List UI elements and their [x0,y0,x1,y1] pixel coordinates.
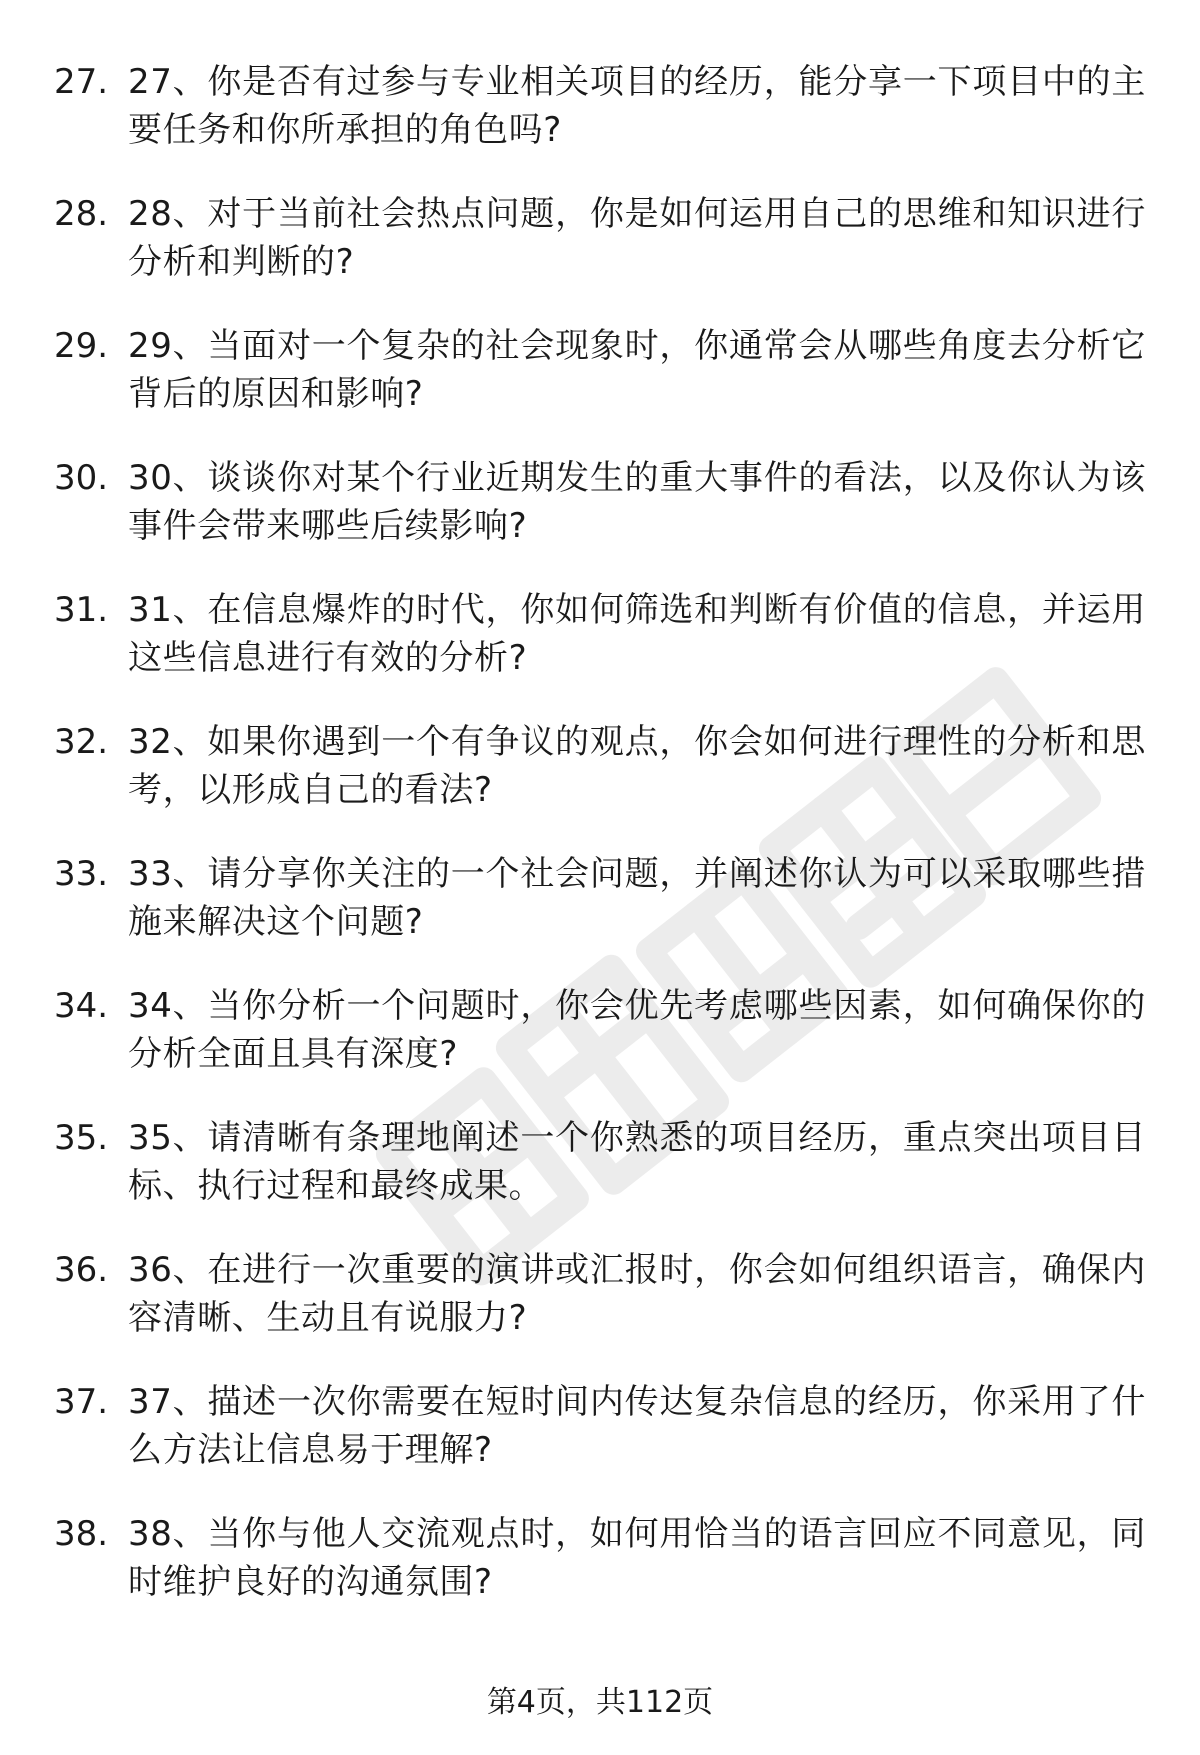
page-number: 第4页，共112页 [486,1685,714,1720]
list-item [0,1246,1200,1378]
question-number: 38. [54,1514,109,1554]
question-text: 38、当你与他人交流观点时，如何用恰当的语言回应不同意见，同时维护良好的沟通氛围? [128,1514,1146,1602]
question-text: 31、在信息爆炸的时代，你如何筛选和判断有价值的信息，并运用这些信息进行有效的分析? [128,590,1146,678]
question-text: 33、请分享你关注的一个社会问题，并阐述你认为可以采取哪些措施来解决这个问题? [128,854,1146,942]
question-text: 29、当面对一个复杂的社会现象时，你通常会从哪些角度去分析它背后的原因和影响? [128,326,1146,414]
list-item [0,1378,1200,1510]
list-item [0,982,1200,1114]
list-item [0,190,1200,322]
question-number: 29. [54,326,109,366]
list-item [0,1510,1200,1642]
list-item [0,1114,1200,1246]
list-item [0,454,1200,586]
question-number: 28. [54,194,109,234]
question-list [0,58,1200,1642]
list-item [0,586,1200,718]
question-number: 27. [54,62,109,102]
question-text: 35、请清晰有条理地阐述一个你熟悉的项目经历，重点突出项目目标、执行过程和最终成果。 [128,1118,1146,1206]
question-text: 36、在进行一次重要的演讲或汇报时，你会如何组织语言，确保内容清晰、生动且有说服力? [128,1250,1146,1338]
list-item [0,718,1200,850]
question-number: 32. [54,722,109,762]
list-item [0,850,1200,982]
question-number: 36. [54,1250,109,1290]
question-text: 27、你是否有过参与专业相关项目的经历，能分享一下项目中的主要任务和你所承担的角色吗? [128,62,1146,150]
list-item [0,322,1200,454]
question-number: 34. [54,986,109,1026]
question-number: 33. [54,854,109,894]
question-text: 37、描述一次你需要在短时间内传达复杂信息的经历，你采用了什么方法让信息易于理解? [128,1382,1146,1470]
question-text: 30、谈谈你对某个行业近期发生的重大事件的看法，以及你认为该事件会带来哪些后续影响? [128,458,1146,546]
list-item [0,58,1200,190]
question-number: 35. [54,1118,109,1158]
question-text: 34、当你分析一个问题时，你会优先考虑哪些因素，如何确保你的分析全面且具有深度? [128,986,1146,1074]
question-text: 32、如果你遇到一个有争议的观点，你会如何进行理性的分析和思考，以形成自己的看法? [128,722,1146,810]
question-text: 28、对于当前社会热点问题，你是如何运用自己的思维和知识进行分析和判断的? [128,194,1146,282]
question-number: 30. [54,458,109,498]
question-number: 37. [54,1382,109,1422]
question-number: 31. [54,590,109,630]
